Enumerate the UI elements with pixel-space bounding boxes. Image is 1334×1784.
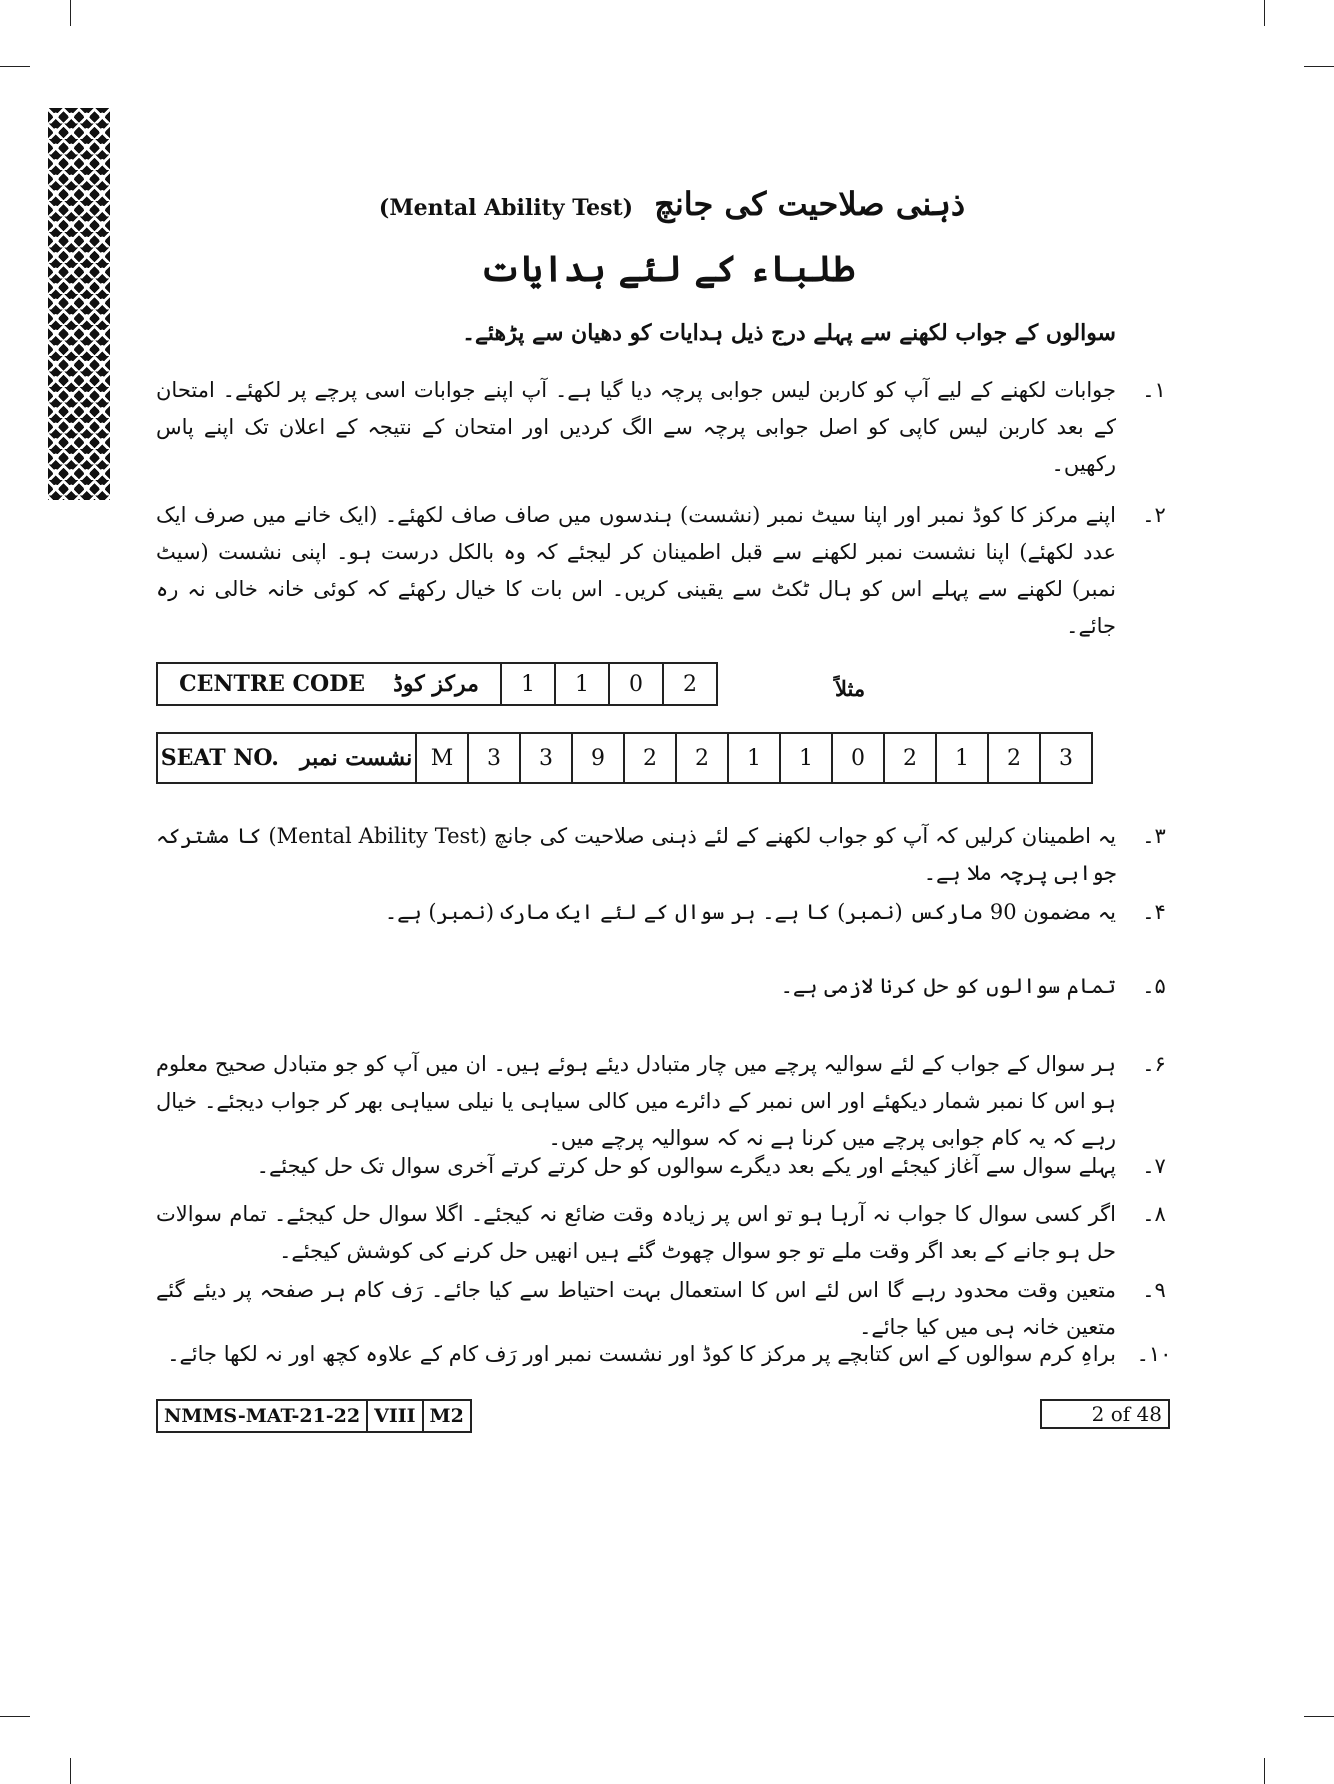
instruction-number: ۶۔	[1142, 1052, 1166, 1076]
instruction-number: ۴۔	[1142, 900, 1166, 924]
instruction-text: یہ اطمینان کرلیں کہ آپ کو جواب لکھنے کے لئے ذہنی صلاحیت کی جانچ (Mental Ability Test) کا مشترکہ جوابی پرچہ ملا ہے۔	[156, 824, 1117, 885]
seat-no-digit: 1	[780, 733, 832, 783]
seat-no-digit: 2	[676, 733, 728, 783]
seat-no-digit: 3	[520, 733, 572, 783]
centre-code-label-en: CENTRE CODE	[179, 671, 366, 697]
instruction-number: ۸۔	[1142, 1202, 1166, 1226]
centre-code-digit: 2	[663, 663, 717, 705]
instruction-text: یہ مضمون 90 مارکس (نمبر) کا ہے۔ ہر سوال کے لئے ایک مارک (نمبر) ہے۔	[384, 900, 1116, 924]
centre-code-digit: 1	[501, 663, 555, 705]
instruction-item	[156, 1336, 1172, 1373]
seat-no-label-en: SEAT NO.	[160, 745, 279, 771]
instruction-item	[156, 818, 1166, 892]
instruction-number: ۱۰۔	[1136, 1342, 1172, 1366]
crop-mark	[0, 1716, 30, 1717]
instruction-text: متعین وقت محدود رہے گا اس لئے اس کا استعمال بہت احتیاط سے کیا جائے۔ رَف کام ہر صفحہ پر دیئے گئے متعین خانہ ہی میں کیا جائے۔	[156, 1278, 1116, 1339]
title-english: (Mental Ability Test)	[378, 195, 634, 221]
instruction-item	[156, 1046, 1166, 1157]
crop-mark	[70, 1758, 71, 1784]
centre-code-digit: 1	[555, 663, 609, 705]
seat-no-digit: 9	[572, 733, 624, 783]
instruction-item	[156, 968, 1166, 1005]
page-title	[0, 185, 1334, 223]
crop-mark	[1264, 1758, 1265, 1784]
centre-code-table	[156, 662, 718, 706]
seat-no-digit: 0	[832, 733, 884, 783]
intro-text: سوالوں کے جواب لکھنے سے پہلے درج ذیل ہدایات کو دھیان سے پڑھئے۔	[462, 320, 1116, 346]
instruction-text: جوابات لکھنے کے لیے آپ کو کاربن لیس جوابی پرچہ دیا گیا ہے۔ آپ اپنے جوابات اسی پرچے پر لکھئے۔ امتحان کے بعد کاربن لیس کاپی کو اصل جوابی پرچہ سے الگ کردیں اور امتحان کے نتیجہ کے اعلان تک اپنے پاس رکھیں۔	[156, 378, 1116, 476]
footer-code-box	[156, 1399, 472, 1433]
title-urdu: ذہنی صلاحیت کی جانچ	[654, 185, 966, 223]
page-number: 2 of 48	[1040, 1399, 1170, 1429]
seat-no-label-ur: نشست نمبر	[299, 745, 413, 771]
seat-no-digit: 1	[728, 733, 780, 783]
instruction-number: ۷۔	[1142, 1154, 1166, 1178]
instruction-text: براہِ کرم سوالوں کے اس کتابچے پر مرکز کا کوڈ اور نشست نمبر اور رَف کام کے علاوہ کچھ اور نہ لکھا جائے۔	[167, 1342, 1116, 1366]
instruction-item	[156, 1148, 1166, 1185]
seat-no-digit: M	[416, 733, 468, 783]
footer-paper-code: NMMS-MAT-21-22	[158, 1401, 368, 1431]
instruction-text: ہر سوال کے جواب کے لئے سوالیہ پرچے میں چار متبادل دیئے ہوئے ہیں۔ ان میں آپ کو جو متبادل صحیح معلوم ہو اس کا نمبر شمار دیکھئے اور اس نمبر کے دائرے میں کالی سیاہی یا نیلی سیاہی بھر کر جواب دیجئے۔ خیال رہے کہ یہ کام جوابی پرچے میں کرنا ہے نہ کہ سوالیہ پرچے میں۔	[156, 1052, 1116, 1150]
seat-no-digit: 1	[936, 733, 988, 783]
seat-no-digit: 2	[624, 733, 676, 783]
seat-no-digit: 3	[468, 733, 520, 783]
example-label: مثلاً	[835, 676, 866, 701]
seat-no-digit: 3	[1040, 733, 1092, 783]
instruction-text: تمام سوالوں کو حل کرنا لازمی ہے۔	[780, 974, 1116, 998]
instruction-number: ۹۔	[1142, 1278, 1166, 1302]
crop-mark	[0, 66, 30, 67]
instruction-item	[156, 497, 1166, 645]
instruction-text: پہلے سوال سے آغاز کیجئے اور یکے بعد دیگرے سوالوں کو حل کرتے کرتے آخری سوال تک حل کیجئے۔	[256, 1154, 1116, 1178]
crop-mark	[1304, 1716, 1334, 1717]
crop-mark	[1304, 66, 1334, 67]
instruction-number: ۵۔	[1142, 974, 1166, 998]
decorative-border-pattern	[48, 108, 110, 500]
instruction-number: ۲۔	[1142, 503, 1166, 527]
instruction-item	[156, 894, 1166, 931]
instruction-number: ۱۔	[1142, 378, 1166, 402]
footer-class: VIII	[368, 1401, 423, 1431]
crop-mark	[1264, 0, 1265, 26]
page-subtitle: طلباء کے لئے ہدایات	[479, 248, 855, 290]
footer-medium: M2	[429, 1405, 464, 1427]
centre-code-label	[157, 663, 501, 705]
instruction-item	[156, 372, 1166, 483]
instruction-text: اپنے مرکز کا کوڈ نمبر اور اپنا سیٹ نمبر (نشست) ہندسوں میں صاف صاف لکھئے۔ (ایک خانے میں صرف ایک عدد لکھئے) اپنا نشست نمبر لکھنے سے قبل اطمینان کر لیجئے کہ وہ بالکل درست ہو۔ اپنی نشست (سیٹ نمبر) لکھنے سے پہلے اس کو ہال ٹکٹ سے یقینی کریں۔ اس بات کا خیال رکھئے کہ کوئی خانہ خالی نہ رہ جائے۔	[156, 503, 1116, 638]
centre-code-digit: 0	[609, 663, 663, 705]
crop-mark	[70, 0, 71, 26]
instruction-number: ۳۔	[1142, 824, 1166, 848]
centre-code-label-ur: مرکز کوڈ	[393, 671, 479, 697]
seat-number-table	[156, 732, 1093, 784]
instruction-text: اگر کسی سوال کا جواب نہ آرہا ہو تو اس پر زیادہ وقت ضائع نہ کیجئے۔ اگلا سوال حل کیجئے۔ تمام سوالات حل ہو جانے کے بعد اگر وقت ملے تو جو سوال چھوٹ گئے ہیں انھیں حل کرنے کی کوشش کیجئے۔	[156, 1202, 1116, 1263]
seat-no-digit: 2	[884, 733, 936, 783]
seat-no-digit: 2	[988, 733, 1040, 783]
seat-no-label	[157, 733, 416, 783]
instruction-item	[156, 1196, 1166, 1270]
instruction-item	[156, 1272, 1166, 1346]
